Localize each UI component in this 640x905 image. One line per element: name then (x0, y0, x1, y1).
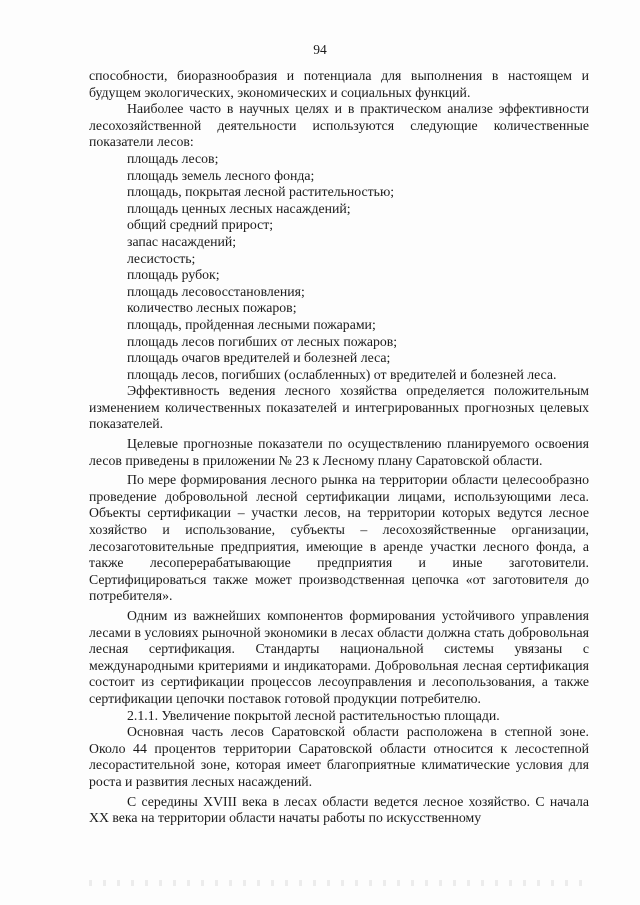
page-content (89, 68, 589, 827)
list-item: количество лесных пожаров; (127, 300, 297, 316)
paragraph-target-indicators: Целевые прогнозные показатели по осуществлению планируемого освоения лесов приведены в приложении № 23 к Лесному плану Саратовской области. (89, 436, 589, 468)
cut-off-text-line (89, 880, 589, 886)
list-item: площадь лесовосстановления; (127, 283, 305, 299)
paragraph-indicators-intro: Наиболее часто в научных целях и в практическом анализе эффективности лесохозяйственной деятельности используются следующие количественные показатели лесов: (89, 101, 589, 150)
list-item: общий средний прирост; (127, 217, 274, 233)
paragraph-sustainable-management: Одним из важнейших компонентов формирования устойчивого управления лесами в условиях рыночной экономики в лесах области должна стать добровольная лесная сертификация. Стандарты национальной системы увязаны с международными критериями и индикаторами. Добровольная лесная сертификация состоит из сертификации процессов лесоуправления и лесопользования, а также сертификации цепочки поставок готовой продукции потребителю. (89, 608, 589, 706)
indicators-list (89, 151, 589, 383)
list-item: площадь лесов погибших от лесных пожаров; (127, 333, 398, 349)
list-item: площадь ценных лесных насаждений; (127, 200, 351, 216)
paragraph-certification: По мере формирования лесного рынка на территории области целесообразно проведение добровольной лесной сертификации лицами, использующими леса. Объекты сертификации – участки лесов, на территории которых ведутся лесное хозяйство и использование, субъекты – лесохозяйственные организации, лесозаготовительные предприятия, имеющие в аренде участки лесного фонда, а также лесоперерабатывающие предприятия и иные заготовители. Сертифицироваться также может производственная цепочка «от заготовителя до потребителя». (89, 472, 589, 604)
list-item: площадь, покрытая лесной растительностью; (127, 184, 395, 200)
section-heading-2-1-1: 2.1.1. Увеличение покрытой лесной растительностью площади. (127, 707, 500, 723)
page-number: 94 (313, 42, 327, 57)
paragraph-continuation: способности, биоразнообразия и потенциала для выполнения в настоящем и будущем экологических, экономических и социальных функций. (89, 68, 589, 100)
paragraph-forest-history: С середины XVIII века в лесах области ведется лесное хозяйство. С начала XX века на территории области начаты работы по искусственному (89, 793, 589, 826)
list-item: площадь очагов вредителей и болезней леса; (127, 350, 391, 366)
list-item: площадь лесов, погибших (ослабленных) от вредителей и болезней леса. (127, 366, 557, 382)
list-item: площадь лесов; (127, 150, 219, 166)
list-item: лесистость; (127, 250, 196, 266)
paragraph-efficiency: Эффективность ведения лесного хозяйства определяется положительным изменением количественных показателей и интегрированных прогнозных целевых показателей. (89, 383, 589, 432)
paragraph-steppe-zone: Основная часть лесов Саратовской области расположена в степной зоне. Около 44 процентов территории Саратовской области относится к лесостепной лесорастительной зоне, которая имеет благоприятные климатические условия для роста и развития лесных насаждений. (89, 724, 589, 789)
list-item: запас насаждений; (127, 233, 237, 249)
list-item: площадь, пройденная лесными пожарами; (127, 316, 376, 332)
list-item: площадь земель лесного фонда; (127, 167, 315, 183)
list-item: площадь рубок; (127, 267, 220, 283)
